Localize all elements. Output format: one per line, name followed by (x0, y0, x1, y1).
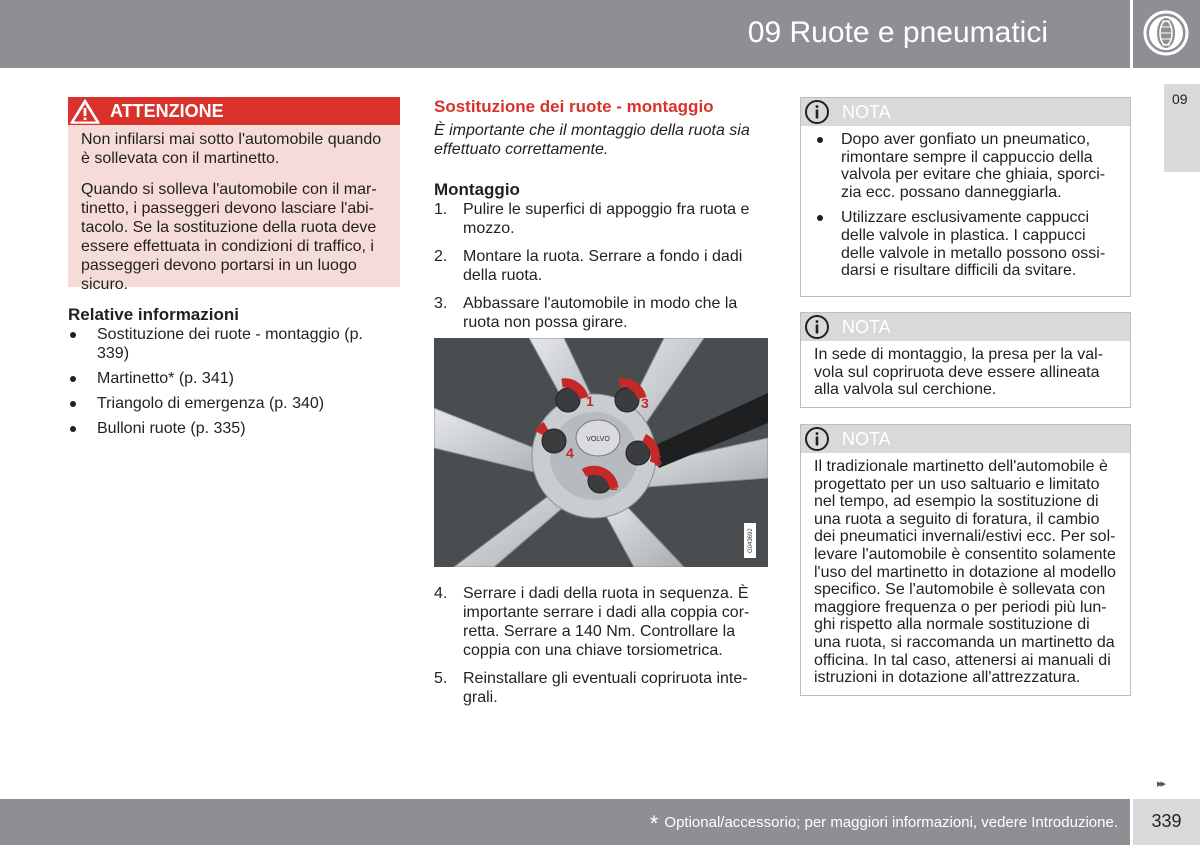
note-header (801, 425, 1130, 453)
note-text: In sede di montaggio, la presa per la val-vola sul copriruota deve essere allineata alla valvola sul cerchione. (814, 346, 1104, 399)
related-link[interactable]: Bulloni ruote (p. 335) (68, 419, 368, 438)
note-bullet: Utilizzare esclusivamente cappucci delle valvole in plastica. I cappucci delle valvole in metallo possono ossi-darsi e risultare difficili da svitare. (814, 209, 1117, 279)
page-number: 339 (1133, 799, 1200, 845)
footnote-star: * (649, 811, 659, 836)
warning-box (68, 97, 400, 293)
sequence-number: 5 (654, 453, 662, 469)
note-header (801, 313, 1130, 341)
note-box (800, 97, 1131, 297)
note-label: NOTA (842, 102, 891, 122)
related-link[interactable]: Sostituzione dei ruote - montaggio (p. 339) (68, 325, 368, 363)
wheel-nut-illustration (434, 338, 768, 567)
info-icon (804, 426, 830, 452)
sequence-number: 2 (610, 477, 618, 493)
related-link[interactable]: Martinetto* (p. 341) (68, 369, 368, 388)
note-bullet: Dopo aver gonfiato un pneumatico, rimontare sempre il cappuccio della valvola per evitare che ghiaia, sporci-zia ecc. possano danneggiarla. (814, 131, 1117, 201)
warning-header (68, 97, 400, 125)
step-item: 5. Reinstallare gli eventuali copriruota inte-grali. (434, 670, 748, 706)
page-header (0, 0, 1130, 68)
section-title: Sostituzione dei ruote - montaggio (434, 97, 714, 116)
wheel-tire-icon (1142, 9, 1190, 57)
section-intro: È importante che il montaggio della ruota sia effettuato correttamente. (434, 122, 750, 158)
footer-note (650, 811, 1118, 837)
image-code: G043692 (748, 528, 754, 553)
chapter-icon-box (1133, 0, 1200, 68)
note-box (800, 312, 1131, 408)
sequence-number: 4 (566, 445, 574, 461)
sequence-number: 1 (586, 393, 594, 409)
related-link[interactable]: Triangolo di emergenza (p. 340) (68, 394, 368, 413)
note-label: NOTA (842, 429, 891, 449)
warning-label: ATTENZIONE (110, 101, 224, 121)
step-item: 4. Serrare i dadi della ruota in sequenza. È importante serrare i dadi alla coppia cor-retta. Serrare a 140 Nm. Controllare la coppia con una chiave torsiometrica. (434, 585, 750, 659)
step-item: 2. Montare la ruota. Serrare a fondo i dadi della ruota. (434, 248, 743, 284)
warning-triangle-icon (68, 97, 102, 125)
sequence-number: 3 (641, 395, 649, 411)
chapter-tab-label: 09 (1172, 91, 1188, 107)
double-arrow-right-icon[interactable]: ▸▸ (1157, 778, 1165, 790)
related-heading: Relative informazioni (68, 305, 239, 324)
chapter-title: 09 Ruote e pneumatici (747, 16, 1048, 49)
info-icon (804, 99, 830, 125)
chapter-side-tab[interactable] (1164, 84, 1200, 172)
main-steps-after (434, 584, 766, 716)
note-header (801, 98, 1130, 126)
warning-paragraph: Non infilarsi mai sotto l'automobile quando è sollevata con il martinetto. (81, 131, 382, 167)
note-box (800, 424, 1131, 696)
main-column (434, 97, 766, 341)
step-item: 3. Abbassare l'automobile in modo che la ruota non possa girare. (434, 295, 738, 331)
related-info (68, 305, 368, 444)
footnote-text: Optional/accessorio; per maggiori informazioni, vedere Introduzione. (664, 814, 1118, 831)
subheading: Montaggio (434, 180, 520, 199)
note-label: NOTA (842, 317, 891, 337)
note-text: Il tradizionale martinetto dell'automobile è progettato per un uso saltuario e limitato nel tempo, ad esempio la sostituzione di una ruota a seguito di foratura, il cambio dei pneumatici invernali/estivi ecc. Per sol-levare l'automobile è consentito solamente l'uso del martinetto in dotazione al modello specifico. Se l'automobile è sollevata con maggiore frequenza o per periodi più lun-ghi rispetto alla normale sostituzione di una ruota, si raccomanda un martinetto da officina. In tal caso, attenersi ai manuali di istruzioni in dotazione all'attrezzatura. (814, 458, 1116, 687)
hub-cap-brand: VOLVO (586, 436, 610, 443)
page-footer (0, 799, 1130, 845)
warning-paragraph: Quando si solleva l'automobile con il mar-tinetto, i passeggeri devono lasciare l'abi-tacolo. Se la sostituzione della ruota deve essere effettuata in condizioni di traffico, i passeggeri devono portarsi in un luogo sicuro. (81, 181, 377, 293)
step-item: 1. Pulire le superfici di appoggio fra ruota e mozzo. (434, 201, 750, 237)
info-icon (804, 314, 830, 340)
